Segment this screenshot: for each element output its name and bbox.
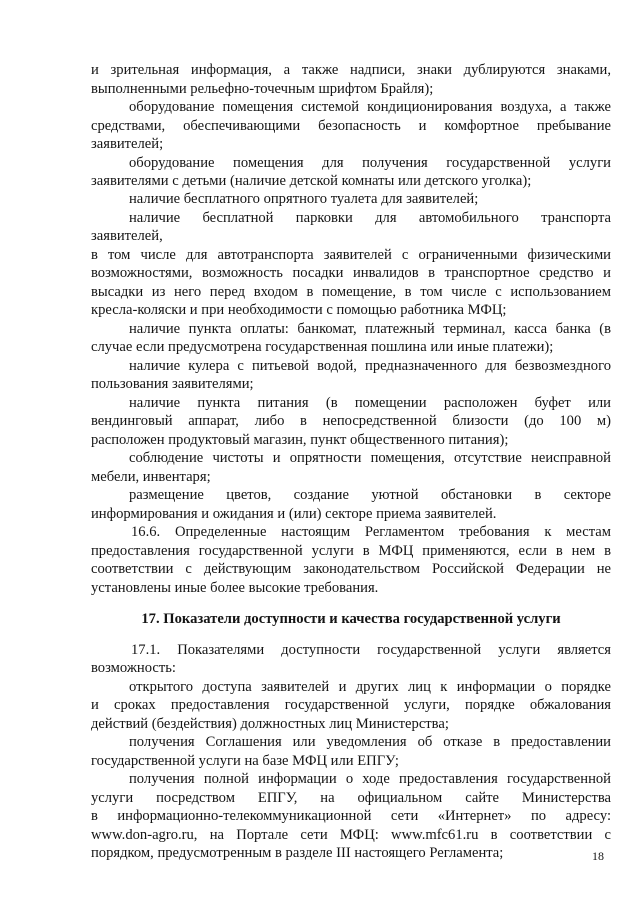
text-line: предоставления государственной услуги в МФЦ применяются, если в нем в bbox=[91, 543, 611, 559]
text-line: в информационно-телекоммуникационной сети «Интернет» по адресу: bbox=[91, 808, 611, 824]
text-line: соответствии с действующим законодательством Российской Федерации не bbox=[91, 561, 611, 577]
text-line: заявителей; bbox=[91, 136, 164, 152]
text-line: оборудование помещения для получения государственной услуги bbox=[129, 155, 611, 171]
text-line: 17.1. Показателями доступности государственной услуги является bbox=[131, 642, 611, 658]
page-number: 18 bbox=[592, 849, 604, 863]
section-heading: 17. Показатели доступности и качества государственной услуги bbox=[141, 611, 561, 627]
text-line: возможность: bbox=[91, 660, 176, 676]
text-line: вендинговый аппарат, либо в непосредственной близости (до 100 м) bbox=[91, 413, 611, 429]
text-line: мебели, инвентаря; bbox=[91, 469, 211, 485]
text-line: услуги посредством ЕПГУ, на официальном сайте Министерства bbox=[91, 790, 611, 806]
text-line: средствами, обеспечивающими безопасность и комфортное пребывание bbox=[91, 118, 611, 134]
text-line: оборудование помещения системой кондиционирования воздуха, а также bbox=[129, 99, 611, 115]
text-line: наличие пункта оплаты: банкомат, платежный терминал, касса банка (в bbox=[129, 321, 611, 337]
text-line: расположен продуктовый магазин, пункт общественного питания); bbox=[91, 432, 509, 448]
text-line: возможностями, возможность посадки инвалидов в транспортное средство и bbox=[91, 265, 611, 281]
text-line: пользования заявителями; bbox=[91, 376, 254, 392]
text-line: высадки из него перед входом в помещение, в том числе с использованием bbox=[91, 284, 611, 300]
text-line: наличие бесплатной парковки для автомобильного транспорта bbox=[129, 210, 611, 226]
text-line: установлены иные более высокие требования. bbox=[91, 580, 379, 596]
text-line: 16.6. Определенные настоящим Регламентом требования к местам bbox=[131, 524, 611, 540]
text-line: открытого доступа заявителей и других лиц к информации о порядке bbox=[129, 679, 611, 695]
text-line: заявителями с детьми (наличие детской комнаты или детского уголка); bbox=[91, 173, 532, 189]
text-line: выполненными рельефно-точечным шрифтом Брайля); bbox=[91, 81, 434, 97]
text-line: наличие бесплатного опрятного туалета для заявителей; bbox=[129, 191, 479, 207]
text-line: www.don-agro.ru, на Портале сети МФЦ: www.mfc61.ru в соответствии с bbox=[91, 827, 611, 843]
text-line: получения полной информации о ходе предоставления государственной bbox=[129, 771, 611, 787]
text-line: порядком, предусмотренным в разделе III настоящего Регламента; bbox=[91, 845, 504, 861]
text-line: соблюдение чистоты и опрятности помещения, отсутствие неисправной bbox=[129, 450, 611, 466]
text-line: наличие пункта питания (в помещении расположен буфет или bbox=[129, 395, 611, 411]
text-line: размещение цветов, создание уютной обстановки в секторе bbox=[129, 487, 611, 503]
text-line: информирования и ожидания и (или) секторе приема заявителей. bbox=[91, 506, 497, 522]
text-line: государственной услуги на базе МФЦ или ЕПГУ; bbox=[91, 753, 399, 769]
text-line: действий (бездействия) должностных лиц Министерства; bbox=[91, 716, 449, 732]
text-line: и зрительная информация, а также надписи, знаки дублируются знаками, bbox=[91, 62, 611, 78]
text-line: кресла-коляски и при необходимости с помощью работника МФЦ; bbox=[91, 302, 507, 318]
text-line: и сроках предоставления государственной услуги, порядке обжалования bbox=[91, 697, 611, 713]
text-line: случае если предусмотрена государственная пошлина или иные платежи); bbox=[91, 339, 554, 355]
text-line: наличие кулера с питьевой водой, предназначенного для безвозмездного bbox=[129, 358, 611, 374]
text-line: в том числе для автотранспорта заявителей с ограниченными физическими bbox=[91, 247, 611, 263]
text-line: получения Соглашения или уведомления об отказе в предоставлении bbox=[129, 734, 611, 750]
text-line: заявителей, bbox=[91, 228, 163, 244]
